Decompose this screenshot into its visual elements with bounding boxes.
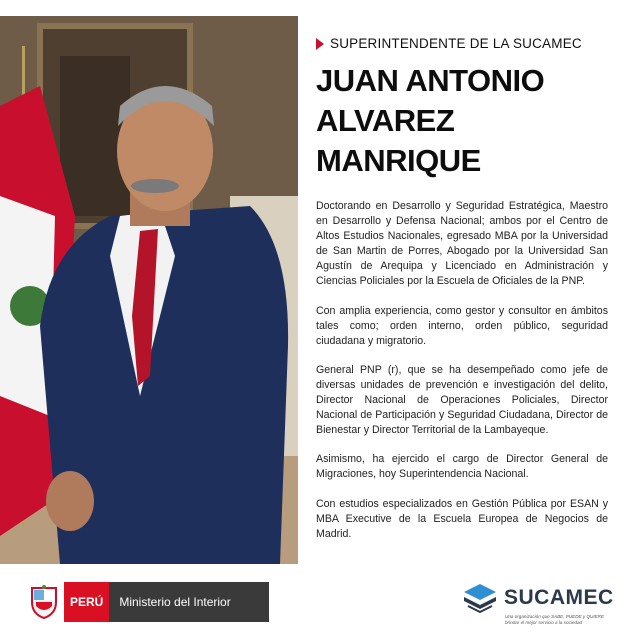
bio-paragraph: Doctorando en Desarrollo y Seguridad Estratégica, Maestro en Desarrollo y Defensa Nacional; ambos por el Centro de Altos Estudios Nacionales, egresado MBA por la Universidad de San Martin de Porres, Abogado por la Universidad San Agustín de Arequipa y Licenciado en Administración y Ciencias Policiales por la Escuela de Oficiales de la PNP.: [316, 200, 608, 288]
bio-paragraph: Asimismo, ha ejercido el cargo de Director General de Migraciones, hoy Superintendencia Nacional.: [316, 453, 608, 481]
bio-paragraph: Con amplia experiencia, como gestor y consultor en ámbitos tales como; orden interno, orden público, seguridad ciudadana y migratorio.: [316, 304, 608, 347]
bio-paragraph: General PNP (r), que se ha desempeñado como jefe de diversas unidades de prevención e investigación del delito, Director Nacional de Operaciones Policiales, Director Nacional de Participación y Seguridad Ciudadana, Director de Bienestar y Director Territorial de la Lambayeque.: [316, 363, 608, 437]
footer: [0, 564, 632, 640]
bio-text: [316, 199, 608, 542]
person-name: [316, 61, 608, 181]
portrait-illustration: [0, 16, 298, 564]
bio-paragraph: Con estudios especializados en Gestión Pública por ESAN y MBA Executive de la Escuela Europea de Negocios de Madrid.: [316, 497, 608, 540]
role-title: SUPERINTENDENTE DE LA SUCAMEC: [330, 36, 582, 51]
role-header: [316, 36, 608, 51]
name-line-3: MANRIQUE: [316, 143, 481, 178]
coat-of-arms-icon: [28, 584, 60, 620]
ministerio-label: Ministerio del Interior: [109, 582, 269, 622]
name-line-1: JUAN ANTONIO: [316, 63, 545, 98]
name-line-2: ALVAREZ: [316, 103, 455, 138]
sucamec-logo: [462, 582, 614, 614]
sucamec-emblem-icon: [462, 582, 498, 614]
ministerio-logo: [64, 582, 269, 622]
sucamec-wordmark: SUCAMEC: [504, 586, 614, 609]
play-arrow-icon: [316, 38, 324, 50]
bio-panel: [316, 36, 608, 556]
sucamec-tagline: Una organización que SABE, PUEDE y QUIERE brindar el mejor servicio a la sociedad: [505, 614, 605, 625]
portrait-photo: [0, 16, 298, 564]
peru-label: PERÚ: [64, 582, 109, 622]
